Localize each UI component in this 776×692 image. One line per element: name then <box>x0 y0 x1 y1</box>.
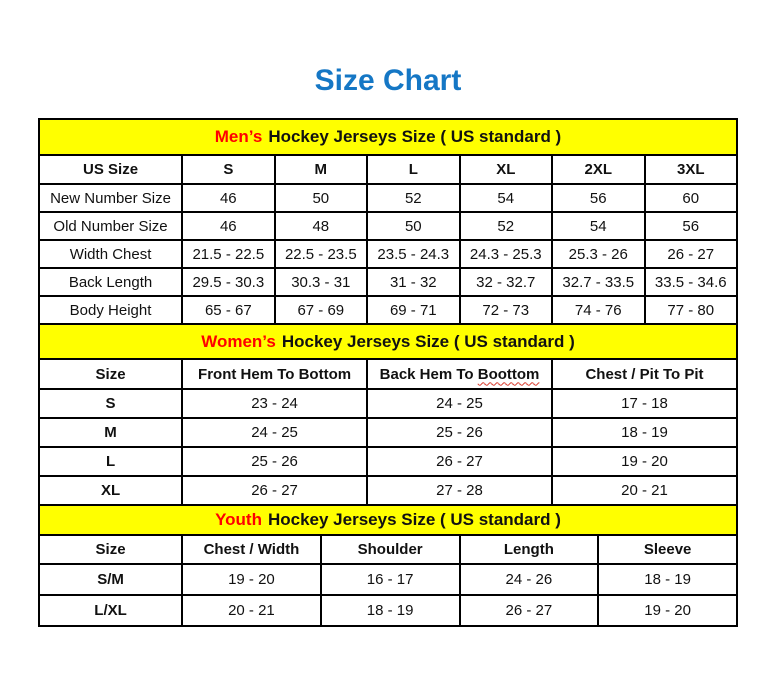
men-column-header: 2XL <box>552 155 644 184</box>
youth-band-highlight: Youth <box>215 510 262 529</box>
men-size-cell: 52 <box>367 184 459 212</box>
men-size-cell: 26 - 27 <box>645 240 738 268</box>
men-table-row <box>39 184 737 212</box>
men-section-band <box>38 118 738 156</box>
men-size-cell: 32.7 - 33.5 <box>552 268 644 296</box>
men-size-cell: 60 <box>645 184 738 212</box>
men-size-cell: 24.3 - 25.3 <box>460 240 552 268</box>
youth-size-cell: 18 - 19 <box>598 564 737 595</box>
men-column-header: M <box>275 155 367 184</box>
size-chart <box>38 118 738 627</box>
youth-table-row <box>39 595 737 626</box>
youth-size-cell: 24 - 26 <box>460 564 599 595</box>
men-column-header: L <box>367 155 459 184</box>
youth-table-row <box>39 564 737 595</box>
men-size-cell: 33.5 - 34.6 <box>645 268 738 296</box>
youth-size-cell: 26 - 27 <box>460 595 599 626</box>
women-size-cell: 26 - 27 <box>367 447 552 476</box>
youth-row-label: L/XL <box>39 595 182 626</box>
men-size-cell: 54 <box>552 212 644 240</box>
men-table-row <box>39 212 737 240</box>
youth-band-text: Hockey Jerseys Size ( US standard ) <box>267 510 561 529</box>
men-row-label: Old Number Size <box>39 212 182 240</box>
men-column-header: US Size <box>39 155 182 184</box>
women-size-table <box>38 358 738 506</box>
women-size-cell: 24 - 25 <box>182 418 367 447</box>
youth-size-cell: 20 - 21 <box>182 595 321 626</box>
men-band-highlight: Men’s <box>214 127 263 146</box>
men-size-cell: 67 - 69 <box>275 296 367 324</box>
youth-size-cell: 19 - 20 <box>598 595 737 626</box>
women-column-header: Size <box>39 359 182 389</box>
youth-column-header: Chest / Width <box>182 535 321 564</box>
page-title: Size Chart <box>314 64 462 97</box>
men-size-cell: 72 - 73 <box>460 296 552 324</box>
youth-header-row <box>39 535 737 564</box>
youth-size-cell: 18 - 19 <box>321 595 460 626</box>
men-size-cell: 56 <box>645 212 738 240</box>
women-column-header: Front Hem To Bottom <box>182 359 367 389</box>
misspelled-word: Boottom <box>477 365 540 383</box>
men-size-cell: 50 <box>275 184 367 212</box>
youth-size-cell: 19 - 20 <box>182 564 321 595</box>
women-row-label: XL <box>39 476 182 505</box>
youth-size-cell: 16 - 17 <box>321 564 460 595</box>
women-section-band <box>38 323 738 360</box>
women-size-cell: 17 - 18 <box>552 389 737 418</box>
men-size-cell: 25.3 - 26 <box>552 240 644 268</box>
women-band-highlight: Women’s <box>201 331 276 351</box>
women-size-cell: 26 - 27 <box>182 476 367 505</box>
section-women <box>38 323 738 506</box>
women-size-cell: 27 - 28 <box>367 476 552 505</box>
women-table-row <box>39 418 737 447</box>
women-table-row <box>39 447 737 476</box>
men-size-cell: 54 <box>460 184 552 212</box>
men-row-label: New Number Size <box>39 184 182 212</box>
men-size-cell: 69 - 71 <box>367 296 459 324</box>
women-size-cell: 19 - 20 <box>552 447 737 476</box>
men-table-row <box>39 268 737 296</box>
men-size-table <box>38 154 738 325</box>
men-size-cell: 48 <box>275 212 367 240</box>
youth-section-band <box>38 504 738 536</box>
youth-column-header: Length <box>460 535 599 564</box>
youth-row-label: S/M <box>39 564 182 595</box>
women-column-header: Chest / Pit To Pit <box>552 359 737 389</box>
women-table-row <box>39 389 737 418</box>
women-table-row <box>39 476 737 505</box>
men-size-cell: 30.3 - 31 <box>275 268 367 296</box>
youth-column-header: Size <box>39 535 182 564</box>
men-table-row <box>39 240 737 268</box>
men-band-text: Hockey Jerseys Size ( US standard ) <box>268 127 562 146</box>
men-size-cell: 32 - 32.7 <box>460 268 552 296</box>
men-column-header: XL <box>460 155 552 184</box>
section-youth <box>38 504 738 627</box>
men-size-cell: 52 <box>460 212 552 240</box>
youth-size-table <box>38 534 738 627</box>
men-size-cell: 31 - 32 <box>367 268 459 296</box>
men-size-cell: 23.5 - 24.3 <box>367 240 459 268</box>
men-size-cell: 46 <box>182 184 274 212</box>
men-size-cell: 74 - 76 <box>552 296 644 324</box>
men-size-cell: 56 <box>552 184 644 212</box>
men-header-row <box>39 155 737 184</box>
men-size-cell: 46 <box>182 212 274 240</box>
women-size-cell: 25 - 26 <box>367 418 552 447</box>
women-row-label: L <box>39 447 182 476</box>
men-size-cell: 21.5 - 22.5 <box>182 240 274 268</box>
men-size-cell: 29.5 - 30.3 <box>182 268 274 296</box>
women-header-row <box>39 359 737 389</box>
men-size-cell: 77 - 80 <box>645 296 738 324</box>
women-size-cell: 18 - 19 <box>552 418 737 447</box>
women-size-cell: 24 - 25 <box>367 389 552 418</box>
men-row-label: Width Chest <box>39 240 182 268</box>
men-size-cell: 65 - 67 <box>182 296 274 324</box>
men-row-label: Back Length <box>39 268 182 296</box>
women-row-label: S <box>39 389 182 418</box>
women-band-text: Hockey Jerseys Size ( US standard ) <box>281 331 575 351</box>
youth-column-header: Shoulder <box>321 535 460 564</box>
women-column-header: Back Hem To Boottom <box>367 359 552 389</box>
women-size-cell: 20 - 21 <box>552 476 737 505</box>
men-column-header: S <box>182 155 274 184</box>
women-size-cell: 25 - 26 <box>182 447 367 476</box>
women-row-label: M <box>39 418 182 447</box>
men-size-cell: 50 <box>367 212 459 240</box>
men-table-row <box>39 296 737 324</box>
youth-column-header: Sleeve <box>598 535 737 564</box>
men-size-cell: 22.5 - 23.5 <box>275 240 367 268</box>
section-men <box>38 118 738 325</box>
men-row-label: Body Height <box>39 296 182 324</box>
men-column-header: 3XL <box>645 155 738 184</box>
women-size-cell: 23 - 24 <box>182 389 367 418</box>
